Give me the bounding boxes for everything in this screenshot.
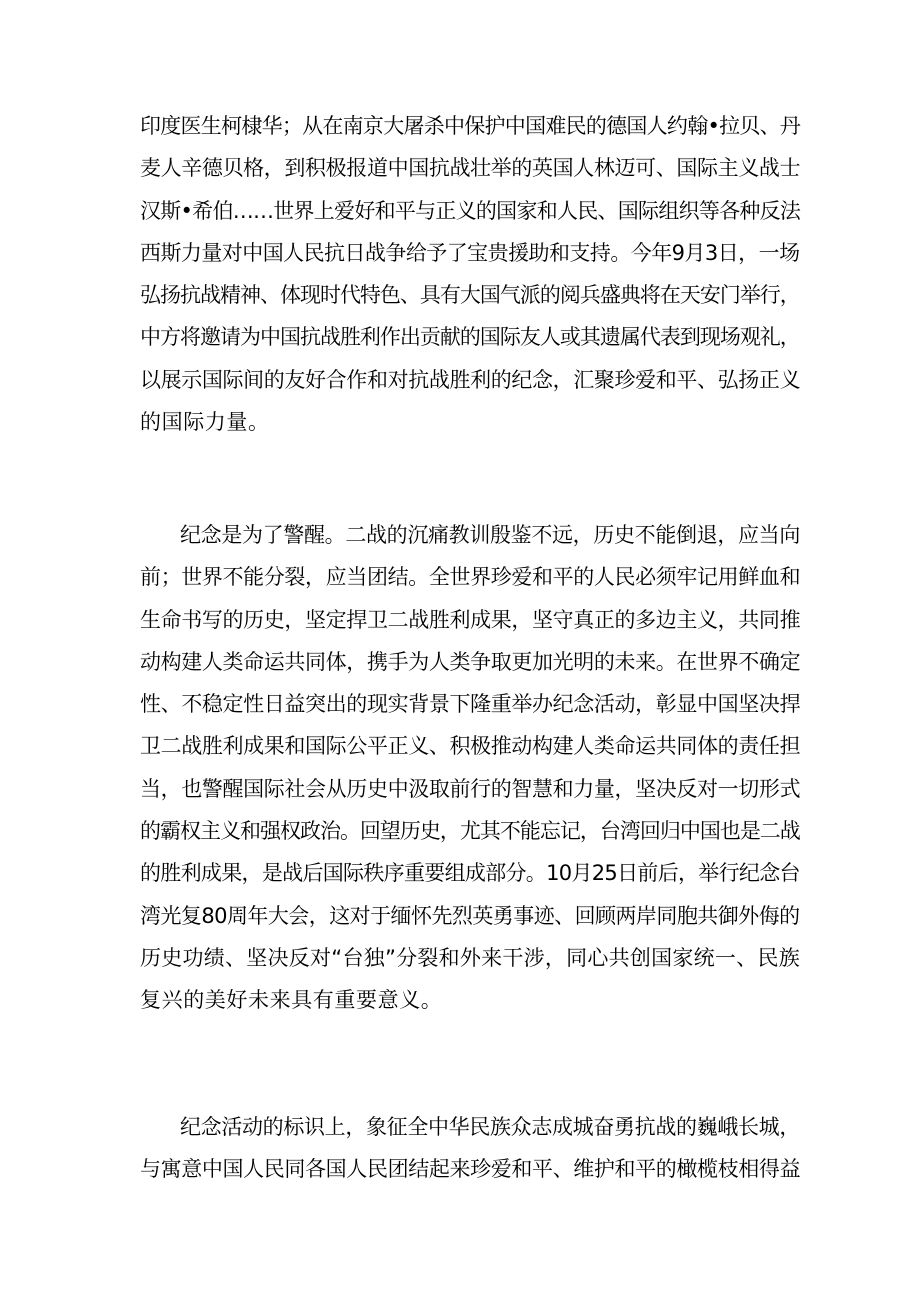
paragraph-3: [140, 1106, 800, 1191]
text-line: 与寓意中国人民同各国人民团结起来珍爱和平、维护和平的橄榄枝相得益: [140, 1157, 801, 1182]
text-line: 中方将邀请为中国抗战胜利作出贡献的国际友人或其遗属代表到现场观礼，: [140, 325, 800, 350]
text-line: 生命书写的历史，坚定捍卫二战胜利成果，坚守真正的多边主义，共同推: [140, 607, 801, 632]
text-line: 卫二战胜利成果和国际公平正义、积极推动构建人类命运共同体的责任担: [140, 734, 801, 759]
paragraph-1: [140, 105, 800, 443]
text-line: 印度医生柯棣华；从在南京大屠杀中保护中国难民的德国人约翰•拉贝、丹: [140, 114, 801, 138]
text-line: 复兴的美好未来具有重要意义。: [140, 988, 443, 1013]
text-line: 的霸权主义和强权政治。回望历史，尤其不能忘记，台湾回归中国也是二战: [140, 819, 800, 844]
text-line: 弘扬抗战精神、体现时代特色、具有大国气派的阅兵盛典将在天安门举行，: [140, 283, 800, 308]
text-line: 动构建人类命运共同体，携手为人类争取更加光明的未来。在世界不确定: [140, 649, 801, 674]
text-line: 以展示国际间的友好合作和对抗战胜利的纪念，汇聚珍爱和平、弘扬正义: [140, 367, 801, 392]
text-line: 历史功绩、坚决反对“台独”分裂和外来干涉，同心共创国家统一、民族: [140, 945, 800, 970]
text-line: 纪念是为了警醒。二战的沉痛教训殷鉴不远，历史不能倒退，应当向: [180, 523, 800, 547]
text-line: 纪念活动的标识上，象征全中华民族众志成城奋勇抗战的巍峨长城，: [180, 1115, 800, 1139]
text-line: 的胜利成果，是战后国际秩序重要组成部分。10月25日前后，举行纪念台: [140, 861, 800, 886]
paragraph-2: [140, 514, 800, 1022]
text-line: 的国际力量。: [140, 410, 270, 435]
text-line: 麦人辛德贝格，到积极报道中国抗战壮举的英国人林迈可、国际主义战士: [140, 156, 801, 181]
text-line: 湾光复80周年大会，这对于缅怀先烈英勇事迹、回顾两岸同胞共御外侮的: [140, 903, 800, 928]
text-line: 前；世界不能分裂，应当团结。全世界珍爱和平的人民必须牢记用鲜血和: [140, 565, 801, 590]
text-line: 汉斯•希伯……世界上爱好和平与正义的国家和人民、国际组织等各种反法: [140, 198, 801, 223]
text-line: 西斯力量对中国人民抗日战争给予了宝贵援助和支持。今年9月3日，一场: [140, 240, 800, 265]
text-line: 当，也警醒国际社会从历史中汲取前行的智慧和力量，坚决反对一切形式: [140, 776, 801, 801]
text-line: 性、不稳定性日益突出的现实背景下隆重举办纪念活动，彰显中国坚决捍: [140, 692, 801, 717]
